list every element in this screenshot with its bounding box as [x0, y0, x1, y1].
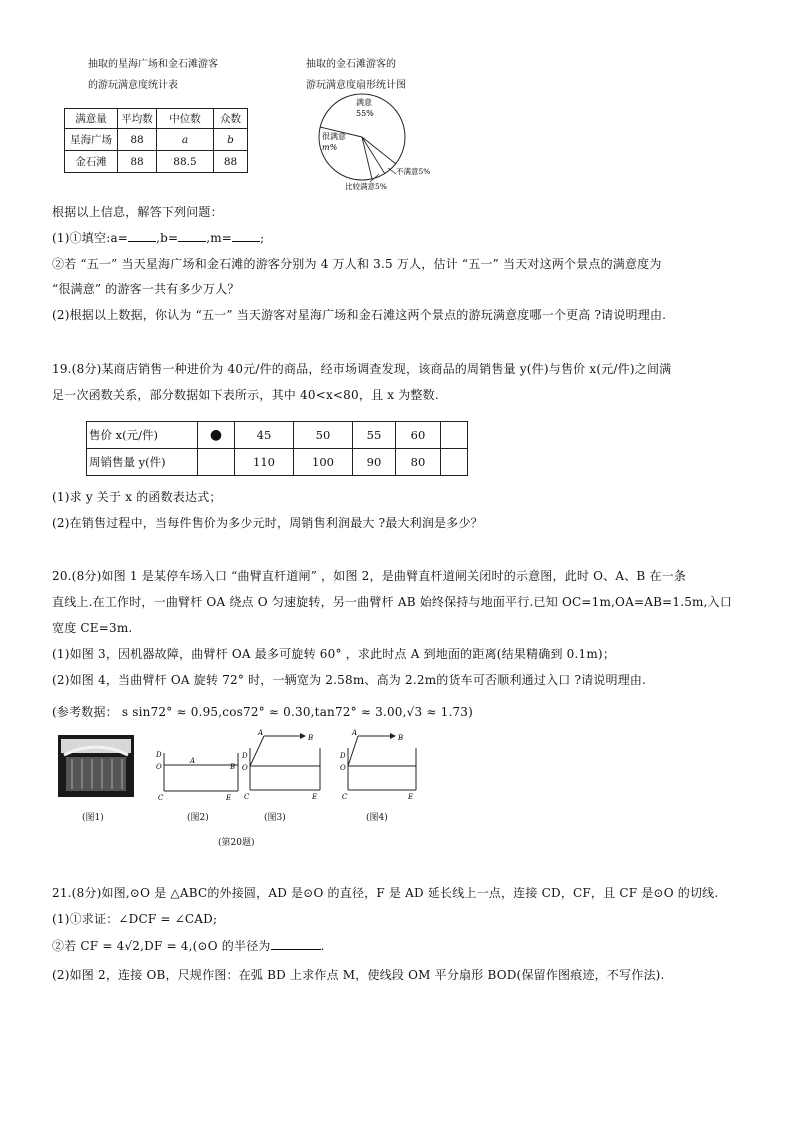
- stats-table-caption: [88, 55, 218, 91]
- table-row: [65, 129, 248, 151]
- table-cell: 100: [294, 449, 353, 476]
- pie-chart-caption: [306, 55, 406, 91]
- table-header-cell: 满意量: [65, 109, 118, 129]
- pie-label-satisfied: 满意: [356, 98, 372, 107]
- table-cell: 80: [396, 449, 441, 476]
- q19-line2: 足一次函数关系，部分数据如下表所示，其中 40<x<80，且 x 为整数.: [52, 388, 439, 402]
- q18-part1-prefix: (1)①填空:a=: [52, 231, 129, 245]
- label-o: O: [242, 764, 248, 772]
- q21-line1: 21.(8分)如图,⊙O 是 △ABC的外接圆，AD 是⊙O 的直径，F 是 AD 延长线上一点，连接 CD，CF，且 CF 是⊙O 的切线.: [52, 886, 719, 900]
- table-cell: 88.5: [157, 151, 214, 173]
- q18-part1-end: ;: [260, 231, 265, 245]
- arm-oa: [250, 736, 264, 766]
- table-cell: b: [214, 129, 248, 151]
- answer-blank-radius[interactable]: [271, 949, 321, 950]
- figure-4-diagram: [338, 728, 428, 800]
- label-e: E: [408, 793, 414, 800]
- table-cell: 金石滩: [65, 151, 118, 173]
- label-d: D: [242, 752, 248, 760]
- q21-part2-text: ②若 CF = 4√2,DF = 4,(⊙O 的半径为: [52, 939, 271, 953]
- satisfaction-stats-table: [64, 108, 248, 173]
- table-cell: ●: [198, 422, 235, 449]
- table-cell: 88: [118, 129, 157, 151]
- q18-part1: [52, 229, 264, 246]
- table-cell: 90: [353, 449, 396, 476]
- answer-blank-a[interactable]: [128, 241, 156, 242]
- table-cell: 45: [235, 422, 294, 449]
- q20-line3: 宽度 CE=3m.: [52, 621, 133, 635]
- label-b: B: [230, 763, 236, 771]
- caption-line: 抽取的星海广场和金石滩游客: [88, 59, 218, 70]
- answer-blank-m[interactable]: [232, 241, 260, 242]
- label-o: O: [340, 764, 346, 772]
- q20-line2: 直线上.在工作时，一曲臂杆 OA 绕点 O 匀速旋转，另一曲臂杆 AB 始终保持与地面平行.已知 OC=1m,OA=AB=1.5m,入口: [52, 595, 733, 609]
- figure-4-caption: (图4): [366, 813, 388, 823]
- pie-divider: [362, 137, 385, 174]
- q18-part1-b: ,b=: [156, 231, 179, 245]
- caption-line: 游玩满意度扇形统计图: [306, 80, 406, 91]
- answer-blank-b[interactable]: [178, 241, 206, 242]
- table-row: [87, 422, 468, 449]
- q20-part2: (2)如图 4，当曲臂杆 OA 旋转 72° 时，一辆宽为 2.58m、高为 2.2m的货车可否顺利通过入口 ?请说明理由.: [52, 673, 647, 687]
- q21-part1: (1)①求证：∠DCF = ∠CAD;: [52, 912, 218, 926]
- table-cell: 50: [294, 422, 353, 449]
- figure-2-caption: (图2): [187, 813, 209, 823]
- table-cell: a: [157, 129, 214, 151]
- figure-1-caption: (图1): [82, 813, 104, 823]
- q18-part1-m: ,m=: [206, 231, 233, 245]
- q18-part2-line1: ②若 “五一” 当天星海广场和金石滩的游客分别为 4 万人和 3.5 万人，估计 “五一” 当天对这两个景点的满意度为: [52, 257, 662, 271]
- q18-part2-line2: “很满意” 的游客一共有多少万人？: [52, 282, 240, 296]
- q20-reference-data: (参考数据： s sin72° ≈ 0.95,cos72° ≈ 0.30,tan72° ≈ 3.00,√3 ≈ 1.73): [52, 705, 474, 719]
- figure-group-title: (第20题): [218, 838, 255, 848]
- table-cell: [198, 449, 235, 476]
- pie-label-very-satisfied: 很满意: [322, 132, 346, 141]
- label-d: D: [156, 751, 162, 759]
- label-o: O: [156, 763, 162, 771]
- table-header-cell: 众数: [214, 109, 248, 129]
- table-cell: 88: [118, 151, 157, 173]
- pie-label-unsatisfied: 不满意5%: [396, 167, 431, 176]
- q21-part3: (2)如图 2，连接 OB，尺规作图：在弧 BD 上求作点 M，使线段 OM 平分扇形 BOD(保留作图痕迹，不写作法).: [52, 968, 665, 982]
- caption-line: 抽取的金石滩游客的: [306, 59, 396, 70]
- label-a: A: [190, 757, 196, 765]
- label-b: B: [398, 734, 404, 742]
- pie-label-very-satisfied-pct: m%: [322, 143, 338, 152]
- figure-1-photo: [58, 735, 134, 797]
- table-header-cell: 中位数: [157, 109, 214, 129]
- pie-label-satisfied-pct: 55%: [356, 109, 374, 118]
- pie-chart: [300, 90, 450, 195]
- table-cell: 88: [214, 151, 248, 173]
- q20-part1: (1)如图 3，因机器故障，曲臂杆 OA 最多可旋转 60° ，求此时点 A 到地面的距离(结果精确到 0.1m)；: [52, 647, 616, 661]
- q19-part1: (1)求 y 关于 x 的函数表达式；: [52, 490, 222, 504]
- table-cell: [441, 422, 468, 449]
- label-a: A: [352, 729, 358, 737]
- arrow-head: [390, 733, 396, 739]
- caption-line: 的游玩满意度统计表: [88, 80, 178, 91]
- table-header-row: [65, 109, 248, 129]
- label-e: E: [226, 794, 232, 801]
- table-header-cell: 平均数: [118, 109, 157, 129]
- table-cell: 55: [353, 422, 396, 449]
- table-row: [65, 151, 248, 173]
- pie-leader-line: [388, 168, 396, 174]
- label-c: C: [158, 794, 164, 801]
- table-cell: 60: [396, 422, 441, 449]
- label-e: E: [312, 793, 318, 800]
- q19-part2: (2)在销售过程中，当每件售价为多少元时，周销售利润最大 ?最大利润是多少？: [52, 516, 483, 530]
- photo-gate-body: [66, 757, 126, 791]
- table-cell: 售价 x(元/件): [87, 422, 198, 449]
- arrow-head: [300, 733, 306, 739]
- q20-line1: 20.(8分)如图 1 是某停车场入口 “曲臂直杆道闸” ，如图 2，是曲臂直杆道闸关闭时的示意图，此时 O、A、B 在一条: [52, 569, 687, 583]
- table-cell: 周销售量 y(件): [87, 449, 198, 476]
- table-row: [87, 449, 468, 476]
- table-cell: 110: [235, 449, 294, 476]
- label-c: C: [244, 793, 250, 800]
- arm-oa: [348, 736, 358, 766]
- label-c: C: [342, 793, 348, 800]
- q18-part3: (2)根据以上数据，你认为 “五一” 当天游客对星海广场和金石滩这两个景点的游玩满意度哪一个更高 ?请说明理由.: [52, 308, 667, 322]
- figure-2-diagram: [152, 745, 242, 801]
- q21-part2-end: .: [320, 939, 325, 953]
- price-sales-table: [86, 421, 468, 476]
- label-b: B: [308, 734, 314, 742]
- table-cell: 星海广场: [65, 129, 118, 151]
- q21-part2: [52, 937, 325, 954]
- q19-line1: 19.(8分)某商店销售一种进价为 40元/件的商品，经市场调查发现，该商品的周销售量 y(件)与售价 x(元/件)之间满: [52, 362, 672, 376]
- label-a: A: [258, 729, 264, 737]
- figure-3-diagram: [240, 728, 330, 800]
- label-d: D: [340, 752, 346, 760]
- figure-3-caption: (图3): [264, 813, 286, 823]
- table-cell: [441, 449, 468, 476]
- pie-label-rather-satisfied: 比较满意5%: [345, 182, 387, 191]
- q18-intro: 根据以上信息，解答下列问题：: [52, 205, 223, 219]
